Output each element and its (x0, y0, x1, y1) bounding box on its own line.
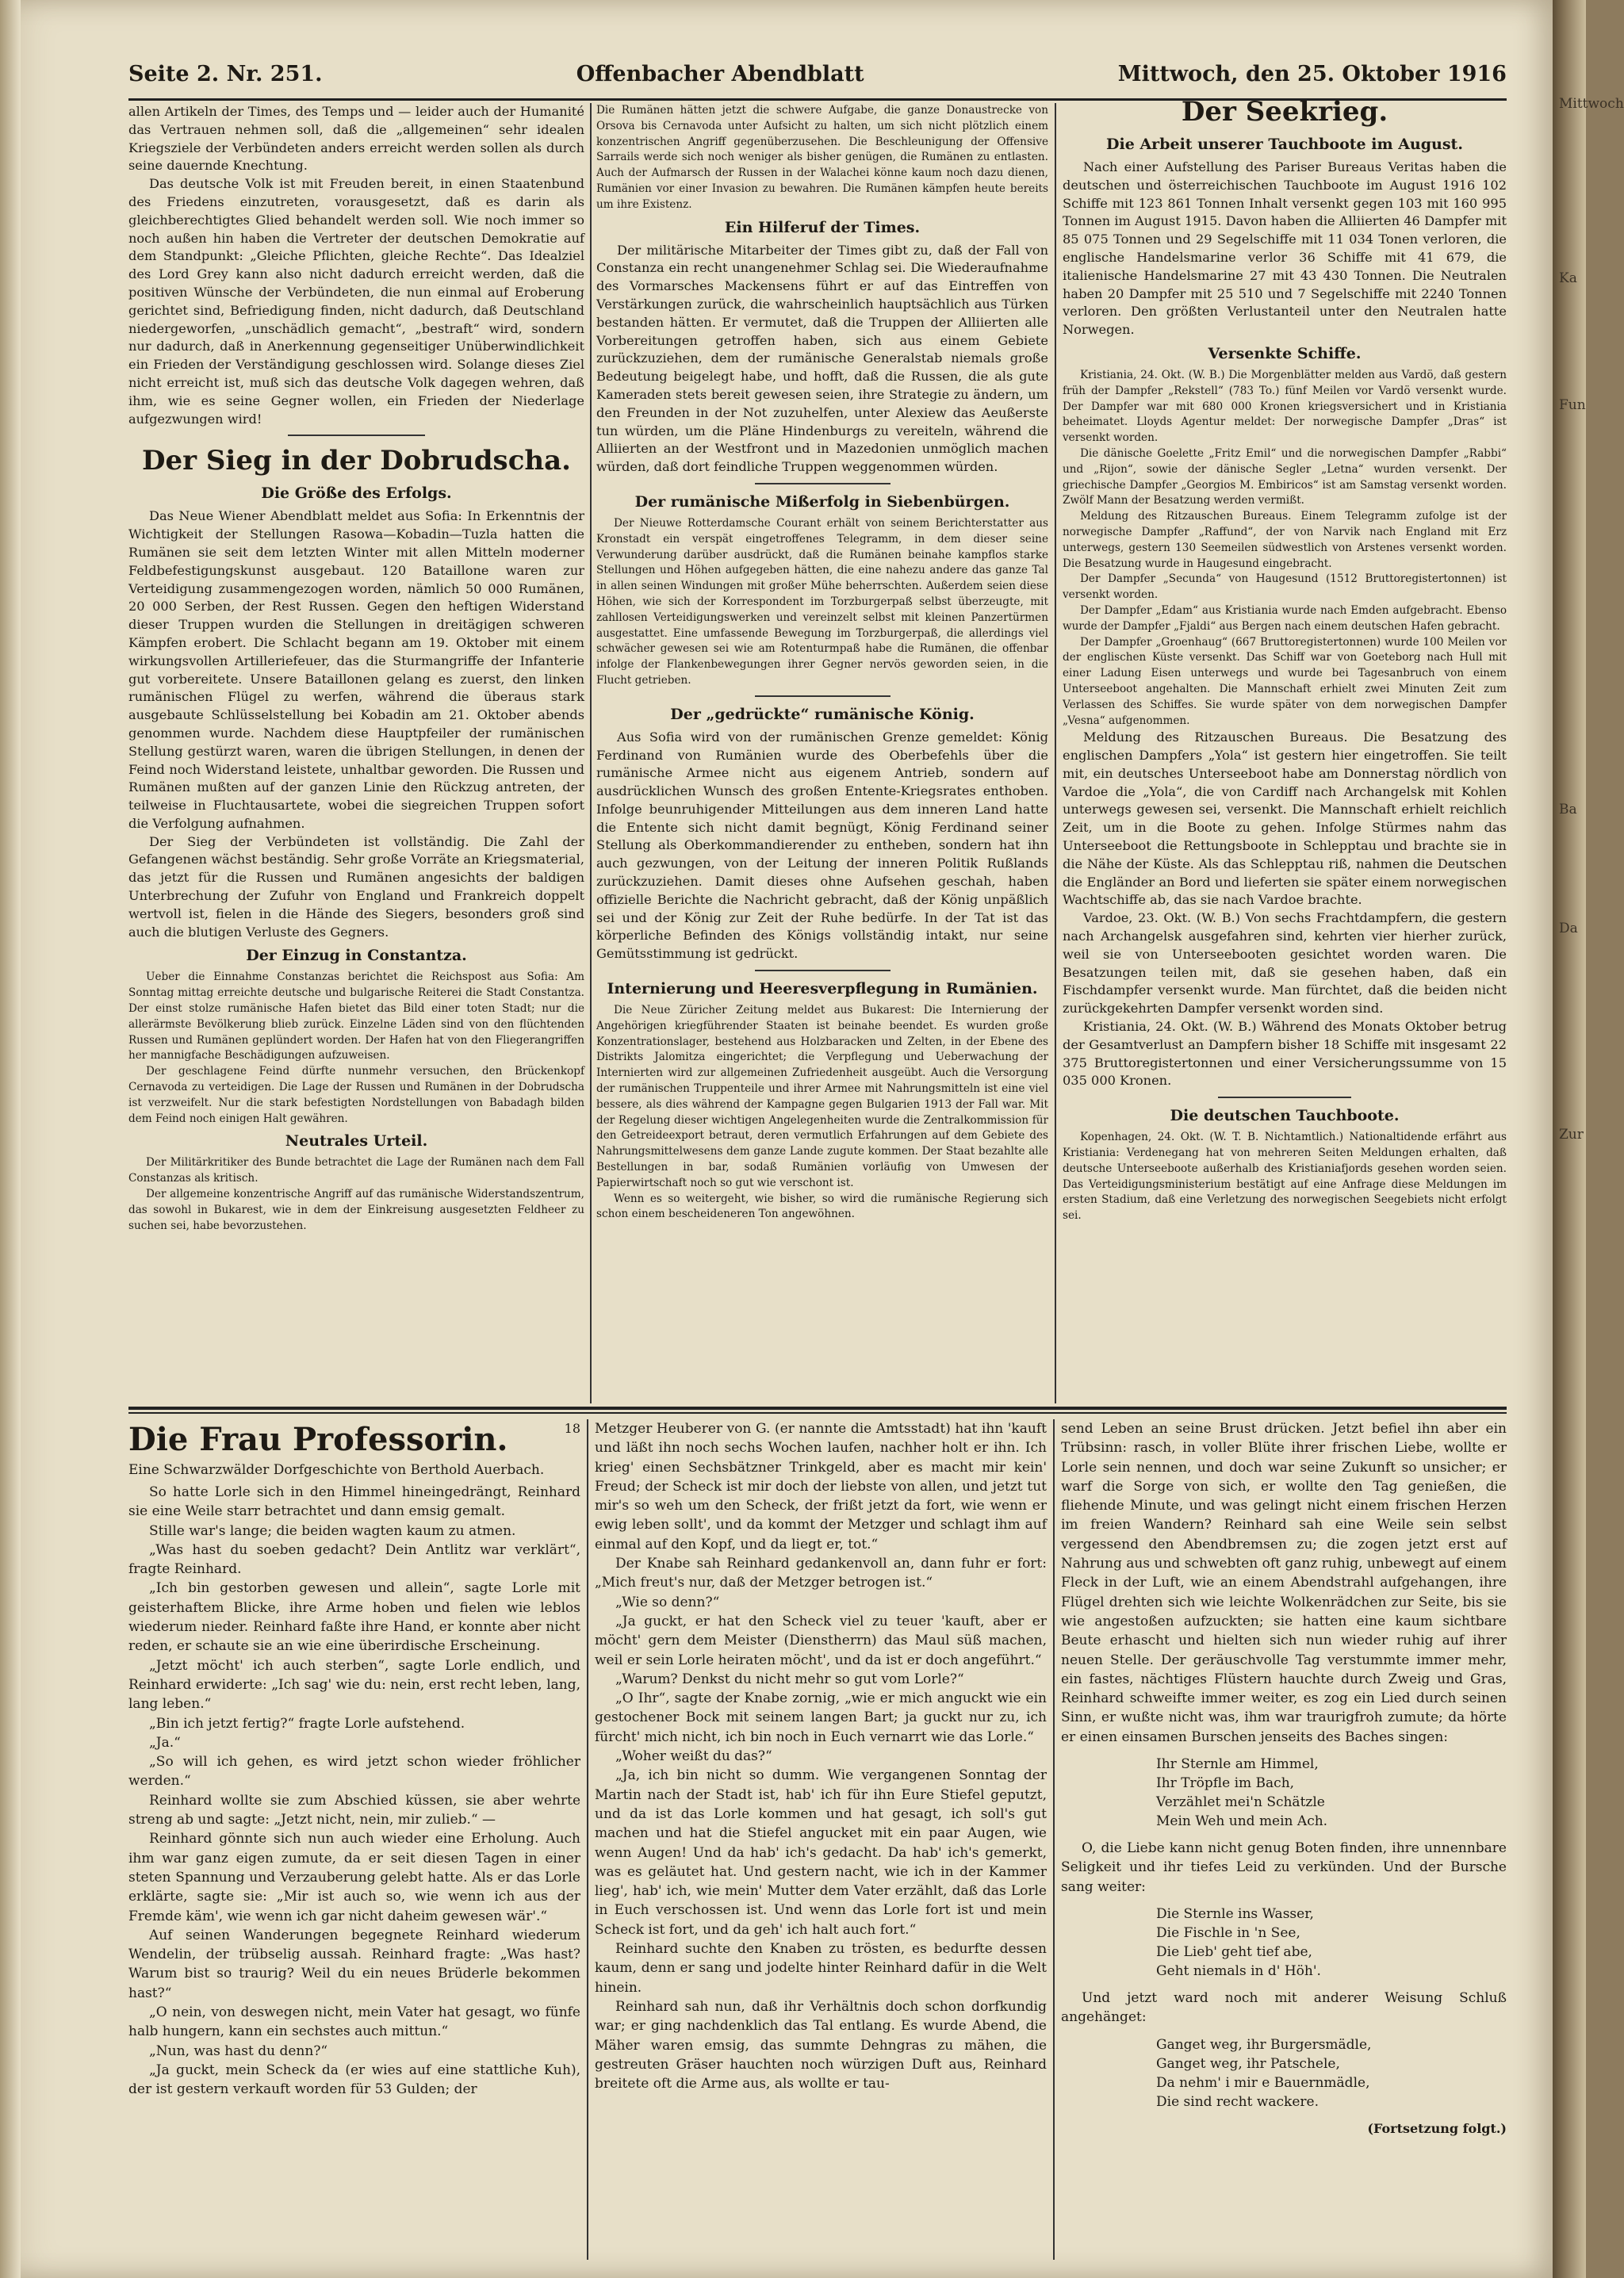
story-title-row (128, 1419, 580, 1461)
paragraph: Der Dampfer „Edam“ aus Kristiania wurde nach Emden aufgebracht. Ebenso wurde der Dampfer „Fjaldi“ aus Bergen nach einem deutschen Hafen gebracht. (1063, 603, 1507, 633)
adjacent-page-edge (1553, 0, 1624, 2278)
paragraph: „Bin ich jetzt fertig?“ fragte Lorle aufstehend. (149, 1715, 465, 1732)
paragraph: Die Neue Züricher Zeitung meldet aus Bukarest: Die Internierung der Angehörigen kriegführender Staaten ist beinahe beendet. Es wurden große Konzentrationslager, bestehend aus Holzbaracken und Zelten, in der Ebene des Distrikts Jalomitza eingerichtet; die Verpflegung und Ueberwachung der Internierten wird zur allgemeinen Zufriedenheit ausgeübt. Auch die Versorgung der rumänischen Truppenteile und ihrer Armee mit Nahrungsmitteln ist eine viel bessere, als dies während der Kampagne gegen Bulgarien 1913 der Fall war. Mit der Regelung dieser wichtigen Angelegenheiten wurde die Zentralkommission für den Getreideexport betraut, deren vermutlich Erfahrungen auf dem Gebiete des Nahrungsmittelwesens dem ganze Lande zugute kommen. Der Staat bezahlte alle Bestellungen in bar, sodaß Rumänien vorläufig von Umwesen der Papierwirtschaft noch so gut wie verschont ist. (596, 1004, 1048, 1189)
paragraph: „Ja, ich bin nicht so dumm. Wie vergangenen Sonntag der Martin nach der Stadt ist, hab' ich für ihn Eure Stiefel geputzt, und da ist das Lorle kommen und hat gesagt, ich soll's gut machen und hat die Stiefel angucket mit ein paar Augen, wie wenn Augen! Und da hab' ich's gedacht. Da hab' ich's gemerkt, was es geläutet hat. Und gestern nacht, wie ich in der Kammer lieg', hab' ich, wie mein' Mutter dem Vater erzählt, daß das Lorle in Euch verschossen ist. Und wenn das Lorle fort ist und mein Scheck ist fort, und da geh' ich halt auch fort.“ (595, 1767, 1047, 1938)
verse-line: Mein Weh und mein Ach. (1156, 1813, 1328, 1830)
paragraph: „Ja guckt, mein Scheck da (er wies auf eine stattliche Kuh), der ist gestern verkauft worden für 53 Gulden; der (128, 2062, 580, 2098)
section-title: Versenkte Schiffe. (1208, 344, 1362, 362)
adjacent-fragment: Mittwoch (1559, 96, 1624, 112)
paragraph: „Warum? Denkst du nicht mehr so gut vom Lorle?“ (615, 1671, 964, 1687)
paragraph: Das Neue Wiener Abendblatt meldet aus Sofia: In Erkenntnis der Wichtigkeit der Stellungen Rasowa—Kobadin—Tuzla hatten die Rumänen sie seit dem letzten Winter mit allen Mitteln moderner Feldbefestigungskunst ausgebaut. 120 Bataillone waren zur Verteidigung zusammengezogen worden, nämlich 50 000 Rumänen, 20 000 Serben, der Rest Russen. Gegen den heftigen Widerstand dieser Truppen wurden die Stellungen in dreitägigen schweren Kämpfen erobert. Die Schlacht begann am 19. Oktober mit einem wirkungsvollen Artilleriefeuer, das die Sturmangriffe der Infanterie gut vorbereitete. Unsere Bataillonen gelang es zuerst, den linken rumänischen Flügel zu werfen, während die überaus stark ausgebaute Schlüsselstellung bei Kobadin am 21. Oktober abends genommen wurde. Nachdem diese Hauptpfeiler der rumänischen Stellung gestürzt waren, waren die übrigen Stellungen, in denen der Feind noch Widerstand leistete, unhaltbar geworden. Die Russen und Rumänen mußten auf der ganzen Linie den Rückzug antreten, der teilweise in Fluchtausartete, wobei die siegreichen Truppen sofort die Verfolgung aufnahmen. (128, 508, 584, 831)
paragraph: „Wie so denn?“ (615, 1594, 720, 1610)
paragraph: Reinhard gönnte sich nun auch wieder eine Erholung. Auch ihm war ganz eigen zumute, da er seit diesen Tagen in einer steten Spannung und Verzauberung gelebt hatte. Als er das Lorle erklärte, sagte sie: „Mir ist auch so, wie wenn ich aus der Fremde käm', wie wenn ich gar nicht daheim gewesen wär'.“ (128, 1831, 580, 1924)
paragraph: „Was hast du soeben gedacht? Dein Antlitz war verklärt“, fragte Reinhard. (128, 1541, 580, 1578)
verse-line: Ihr Tröpfle im Bach, (1156, 1775, 1295, 1792)
paragraph: Der Nieuwe Rotterdamsche Courant erhält von seinem Berichterstatter aus Kronstadt ein verspät eingetroffenes Telegramm, in dem dieser seine Verwunderung darüber ausdrückt, daß die Rumänen beinahe kampflos starke Stellungen und Höhen aufgegeben hätten, die eine nahezu andere das ganze Tal in allen seinen Windungen mit großer Mühe beherrschten. Außerdem seien diese Höhen, wie sich der Korrespondent im Torzburgerpaß selbst überzeugte, mit zahllosen Verteidigungswerken und vereinzelt selbst mit kleinen Panzertürmen ausgestattet. Eine umfassende Bewegung im Torzburgerpaß, die allerdings viel schwächer gewesen sei wie am Rotenturmpaß habe die Rumänen, die offenbar infolge der Flankenbewegungen ihrer Gegner nervös geworden seien, in die Flucht getrieben. (596, 516, 1048, 687)
feuilleton-rule (128, 1407, 1507, 1410)
paragraph: „Woher weißt du das?“ (615, 1748, 772, 1765)
subheadline: Die Arbeit unserer Tauchboote im August. (1106, 136, 1463, 153)
verse-line: Geht niemals in d' Höh'. (1156, 1962, 1321, 1979)
section-title: Ein Hilferuf der Times. (724, 218, 921, 236)
verse-line: Die sind recht wackere. (1156, 2093, 1319, 2110)
paragraph: Meldung des Ritzauschen Bureaus. Einem Telegramm zufolge ist der norwegische Dampfer „Raffund“, der von Narvik nach England mit Erz unterwegs, gestern 130 Seemeilen südwestlich von Arstenes versenkt worden. Die Besatzung wurde in Haugesund eingebracht. (1063, 510, 1507, 570)
verse-line: Ihr Sternle am Himmel, (1156, 1756, 1319, 1773)
paragraph: Kristiania, 24. Okt. (W. B.) Während des Monats Oktober betrug der Gesamtverlust an Dampfern bisher 18 Schiffe mit insgesamt 22 375 Bruttoregistertonnen und einer Versicherungssumme von 15 035 000 Kronen. (1063, 1019, 1507, 1089)
paragraph: Kristiania, 24. Okt. (W. B.) Die Morgenblätter melden aus Vardö, daß gestern früh der Dampfer „Rekstell“ (783 To.) fünf Meilen vor Vardö versenkt wurde. Der Dampfer war mit 680 000 Kronen kriegsversichert und in Kristiania beheimatet. Lloyds Agentur meldet: Der norwegische Dampfer „Dras“ ist versenkt worden. (1063, 368, 1507, 445)
paragraph: Die dänische Goelette „Fritz Emil“ und die norwegischen Dampfer „Rabbi“ und „Rijon“, sowie der dänische Segler „Letna“ wurden versenkt. Der griechische Dampfer „Georgios M. Embiricos“ ist am Samstag versenkt worden. Zwölf Mann der Besatzung werden vermißt. (1063, 446, 1507, 507)
verse-line: Verzählet mei'n Schätzle (1156, 1794, 1325, 1811)
separator (755, 970, 891, 971)
verse-line: Die Fischle in 'n See, (1156, 1924, 1300, 1941)
paragraph: Der Sieg der Verbündeten ist vollständig. Die Zahl der Gefangenen wächst beständig. Sehr große Vorräte an Kriegsmaterial, das jetzt für die Russen und Rumänen angesichts der baldigen Unterbrechung der Zufuhr von England und Frankreich doppelt wertvoll ist, fielen in die Hände des Siegers, besonders groß sind auch die blutigen Verluste des Gegners. (128, 833, 584, 940)
paragraph: „Ja guckt, er hat den Scheck viel zu teuer 'kauft, aber er möcht' gern dem Meister (Dienstherrn) das Maul süß machen, weil er sein Lorle heiraten möcht', und da ist er doch angeführt.“ (595, 1613, 1047, 1668)
paragraph: Aus Sofia wird von der rumänischen Grenze gemeldet: König Ferdinand von Rumänien wurde des Oberbefehls über die rumänische Armee nicht aus eigenem Antrieb, sondern auf ausdrücklichen Wunsch des großen Entente-Kriegsrates enthoben. Infolge beunruhigender Mitteilungen aus dem inneren Land hatte die Entente sich nicht damit begnügt, König Ferdinand seiner Stellung als Oberkommandierender zu entheben, sondern hat ihn auch gezwungen, von der Leitung der inneren Politik Rußlands zurückzuziehen. Damit dieses ohne Aufsehen geschah, haben offizielle Berichte die Nachricht gebracht, daß der König unpäßlich sei und der König zur Zeit der Ruhe bedürfe. In der Tat ist das körperliche Befinden des Königs vollständig intakt, nur seine Gemütsstimmung ist gedrückt. (596, 729, 1048, 962)
adjacent-fragment: Ba (1559, 802, 1577, 817)
section-title: Der rumänische Mißerfolg in Siebenbürgen. (634, 492, 1010, 511)
separator (1218, 1097, 1351, 1098)
verse-line: Da nehm' i mir e Bauernmädle, (1156, 2074, 1370, 2091)
column-3 (1063, 89, 1507, 1403)
paragraph: Stille war's lange; die beiden wagten kaum zu atmen. (149, 1522, 516, 1539)
section-title: Der Einzug in Constantza. (246, 947, 467, 965)
verse (1156, 1905, 1507, 1981)
column-rule (590, 103, 592, 1403)
verse-line: Die Sternle ins Wasser, (1156, 1905, 1314, 1922)
paragraph: „Ich bin gestorben gewesen und allein“, sagte Lorle mit geisterhaftem Blicke, ihre Arme hoben und fielen wie leblos wiederum nieder. Reinhard faßte ihre Hand, er konnte aber nicht reden, er schaute sie an wie eine überirdische Erscheinung. (128, 1580, 580, 1655)
installment-number: 18 (564, 1421, 580, 1436)
paragraph: Die Rumänen hätten jetzt die schwere Aufgabe, die ganze Donaustrecke von Orsova bis Cernavoda unter Aufsicht zu halten, um sich nicht plötzlich einem konzentrischen Angriff gegenüberzusehen. Die Beschleunigung der Offensive Sarrails werde sich noch weniger als bisher genügen, die Rumänen zu entlasten. Auch der Aufmarsch der Russen in der Walachei könne kaum noch dazu dienen, Rumänien vor einer Invasion zu bewahren. Die Rumänen kämpfen heute bereits um ihre Existenz. (596, 104, 1048, 211)
separator (755, 695, 891, 697)
story-column-3 (1061, 1419, 1507, 2260)
story-subtitle: Eine Schwarzwälder Dorfgeschichte von Berthold Auerbach. (128, 1462, 545, 1478)
feuilleton-rule (128, 1412, 1507, 1414)
paragraph: Der Militärkritiker des Bunde betrachtet die Lage der Rumänen nach dem Fall Constanzas als kritisch. (128, 1156, 584, 1185)
paragraph: Und jetzt ward noch mit anderer Weisung Schluß angehänget: (1061, 1989, 1507, 2026)
paragraph: Reinhard suchte den Knaben zu trösten, es bedurfte dessen kaum, denn er sang und jodelte hinter Reinhard dafür in die Welt hinein. (595, 1941, 1047, 1996)
paragraph: send Leben an seine Brust drücken. Jetzt befiel ihn aber ein Trübsinn: rasch, in voller Blüte ihrer frischen Liebe, wollte er Lorle sein nennen, und doch war seine Zukunft so unsicher; er warf die Sorge von sich, er wollte den Tag genießen, die fliehende Minute, und was gelingt nicht einem frischen Herzen im freien Wandern? Reinhard sah eine Weile sein selbst vergessend den Abendbremsen zu; die zogen jetzt erst auf Nahrung aus und schwebten oft ganz ruhig, unbewegt auf einem Fleck in der Luft, wie an einem Abendstrahl aufgehangen, ihre Flügel drehten sich wie leichte Wolkenrädchen zur Seite, bis sie wie angestoßen aufzuckten; sie hatten eine kaum sichtbare Beute erhascht und hielten sich nun wieder ruhig auf ihrer neuen Stelle. Der geräuschvolle Tag verstummte immer mehr, ein fastes, nächtiges Flüstern hauchte durch Zweig und Gras, Reinhard schweifte immer weiter, es zog ein Lied durch seinen Sinn, er wußte nicht was, ihm war traurigfroh zumute; da hörte er einen einsamen Burschen jenseits des Baches singen: (1061, 1421, 1507, 1745)
section-title: Neutrales Urteil. (285, 1132, 428, 1150)
paragraph: „Nun, was hast du denn?“ (149, 2043, 328, 2059)
column-rule (1055, 103, 1056, 1403)
paragraph: Wenn es so weitergeht, wie bisher, so wird die rumänische Regierung sich schon einem bescheideneren Ton angewöhnen. (596, 1192, 1048, 1221)
section-title: Die deutschen Tauchboote. (1170, 1107, 1400, 1125)
paragraph: „Jetzt möcht' ich auch sterben“, sagte Lorle endlich, und Reinhard erwiderte: „Ich sag' wie du: nein, erst recht leben, lang, lang leben.“ (128, 1657, 580, 1713)
section-title: Internierung und Heeresverpflegung in Rumänien. (607, 980, 1038, 998)
separator (288, 435, 425, 436)
paragraph: „Ja.“ (149, 1734, 181, 1751)
continued-note: (Fortsetzung folgt.) (1367, 2120, 1507, 2136)
paragraph: Nach einer Aufstellung des Pariser Bureaus Veritas haben die deutschen und österreichischen Tauchboote im August 1916 102 Schiffe mit 123 861 Tonnen Inhalt versenkt gegen 103 mit 160 995 Tonnen im August 1915. Davon haben die Alliierten 46 Dampfer mit 85 075 Tonnen und 29 Segelschiffe mit 11 034 Tonen verloren, die englische Handelsmarine verlor 36 Schiffe mit 41 679, die italienische Handelsmarine 27 mit 43 430 Tonnen. Die Neutralen haben 20 Dampfer mit 25 510 und 7 Segelschiffe mit 2240 Tonnen verloren. Den größten Verlustanteil unter den Neutralen hatte Norwegen. (1063, 159, 1507, 338)
binding-shadow (0, 0, 21, 2278)
story-title: Die Frau Professorin. (128, 1421, 508, 1458)
masthead: Offenbacher Abendblatt (576, 62, 864, 86)
paragraph: Der militärische Mitarbeiter der Times gibt zu, daß der Fall von Constanza ein recht unangenehmer Schlag sei. Die Wiederaufnahme des Vormarsches Mackensens führt er auf das Eintreffen von Verstärkungen zurück, die wahrscheinlich hauptsächlich aus Türken bestanden hätten. Er vermutet, daß die Truppen der Alliierten alle Vorbereitungen getroffen haben, sich aus einem Gebiete zurückzuziehen, dem der rumänische Generalstab niemals große Bedeutung beigelegt habe, und hofft, daß die Russen, die als gute Kameraden stets bereit gewesen seien, ihre Strategie zu ändern, um den Freunden in der Not zuzuhelfen, unter Alexiew das Aeußerste tun würden, um die Pläne Hindenburgs zu vereiteln, während die Alliierten an der Westfront und in Mazedonien unmöglich machen würden, daß dort feindliche Truppen weggenommen würden. (596, 242, 1048, 475)
verse-line: Die Lieb' geht tief abe, (1156, 1943, 1312, 1960)
verse-line: Ganget weg, ihr Patschele, (1156, 2055, 1340, 2072)
paragraph: „O Ihr“, sagte der Knabe zornig, „wie er mich anguckt wie ein gestochener Bock mit seinem langen Bart; ja guckt nur zu, ich fürcht' mich nicht, ich bin noch in Euch vernarrt wie das Lorle.“ (595, 1690, 1047, 1745)
paragraph: Ueber die Einnahme Constanzas berichtet die Reichspost aus Sofia: Am Sonntag mittag erreichte deutsche und bulgarische Reiterei die Stadt Constantza. Der einst stolze rumänische Hafen bietet das Bild einer toten Stadt; nur die allerärmste Bevölkerung blieb zurück. Einzelne Läden sind von den flüchtenden Russen und Rumänen geplündert worden. Der Hafen hat von den Fliegerangriffen her mannigfache Beschädigungen aufzuweisen. (128, 971, 584, 1062)
paragraph: O, die Liebe kann nicht genug Boten finden, ihre unnennbare Seligkeit und ihr tiefes Leid zu verkünden. Und der Bursche sang weiter: (1061, 1840, 1507, 1895)
column-rule (587, 1419, 588, 2260)
separator (755, 483, 891, 484)
paragraph: Meldung des Ritzauschen Bureaus. Die Besatzung des englischen Dampfers „Yola“ ist gestern hier eingetroffen. Sie teilt mit, ein deutsches Unterseeboot habe am Donnerstag nördlich von Vardoe die „Yola“, die von Cardiff nach Archangelsk mit Kohlen unterwegs gewesen sei, versenkt. Die Mannschaft erhielt reichlich Zeit, um in die Boote zu gehen. Infolge Stürmes nahm das Unterseeboot die Rettungsboote in Schlepptau und brachte sie in die Nähe der Küste. Als das Schlepptau riß, nahmen die Deutschen die Engländer an Bord und lieferten sie später einem norwegischen Wachtschiffe ab, das sie nach Vardoe brachte. (1063, 729, 1507, 908)
page-number: Seite 2. Nr. 251. (128, 62, 323, 86)
headline: Der Seekrieg. (1181, 96, 1388, 128)
story-column-2 (595, 1419, 1047, 2260)
paragraph: Das deutsche Volk ist mit Freuden bereit, in einen Staatenbund des Friedens einzutreten, vorausgesetzt, daß es darin als gleichberechtigtes Glied behandelt werden soll. Wie noch immer so noch außen hin haben die Vertreter der deutschen Demokratie auf dem Standpunkt: „Gleiche Pflichten, gleiche Rechte“. Das Idealziel des Lord Grey kann also nicht dadurch erreicht werden, daß die positiven Wünsche der Verbündeten, die nun einmal auf Eroberung gerichtet sind, Befriedigung finden, nicht dadurch, daß Deutschland niedergeworfen, „unschädlich gemacht“, „bestraft“ wird, sondern nur dadurch, daß in Anerkennung gegenseitiger Unüberwindlichkeit ein Frieden der Verständigung geschlossen wird. Solange dieses Ziel nicht erreicht ist, muß sich das deutsche Volk dagegen wehren, daß ihm, wie es seine Gegner wollen, ein Frieden der Niederlage aufgezwungen wird! (128, 176, 584, 427)
column-2 (596, 103, 1048, 1403)
issue-date: Mittwoch, den 25. Oktober 1916 (1117, 62, 1507, 86)
paragraph: Der Knabe sah Reinhard gedankenvoll an, dann fuhr er fort: „Mich freut's nur, daß der Metzger betrogen ist.“ (595, 1556, 1047, 1591)
paragraph: Der allgemeine konzentrische Angriff auf das rumänische Widerstandszentrum, das sowohl in Bukarest, wie in dem der Einkreisung ausgesetzten Feldheer zu suchen sei, habe bevorzustehen. (128, 1188, 584, 1232)
subheadline: Die Größe des Erfolgs. (261, 484, 452, 503)
column-rule (1053, 1419, 1055, 2260)
paragraph: Der Dampfer „Groenhaug“ (667 Bruttoregistertonnen) wurde 100 Meilen vor der englischen Küste versenkt. Das Schiff war von Goeteborg nach Hull mit einer Ladung Eisen unterwegs und wurde bei Tagesanbruch von einem Unterseeboot angehalten. Die Mannschaft erhielt zwei Minuten Zeit zum Verlassen des Schiffes. Sie wurde später von dem norwegischen Dampfer „Vesna“ aufgenommen. (1063, 635, 1507, 727)
paragraph: allen Artikeln der Times, des Temps und — leider auch der Humanité das Vertrauen nehmen soll, daß die „allgemeinen“ sehr idealen Kriegsziele der Verbündeten anders erreicht werden sollen als durch seine dauernde Knechtung. (128, 104, 584, 174)
verse (1156, 1755, 1507, 1831)
paragraph: Der Dampfer „Secunda“ von Haugesund (1512 Bruttoregistertonnen) ist versenkt worden. (1063, 572, 1507, 602)
paragraph: So hatte Lorle sich in den Himmel hineingedrängt, Reinhard sie eine Weile starr betrachtet und dann emsig gemalt. (128, 1484, 580, 1520)
paragraph: Vardoe, 23. Okt. (W. B.) Von sechs Frachtdampfern, die gestern nach Archangelsk ausgefahren sind, kehrten vier hierher zurück, weil sie von Unterseebooten gesichtet worden waren. Die Besatzungen teilen mit, daß sie gesehen haben, daß ein Fischdampfer versenkt wurde. Man fürchtet, daß die beiden nicht zurückgekehrten Dampfer versenkt worden sind. (1063, 910, 1507, 1016)
verse-line: Ganget weg, ihr Burgersmädle, (1156, 2036, 1372, 2053)
section-title: Der „gedrückte“ rumänische König. (670, 705, 975, 723)
adjacent-fragment: Da (1559, 921, 1578, 936)
paragraph: „So will ich gehen, es wird jetzt schon wieder fröhlicher werden.“ (128, 1754, 580, 1790)
paragraph: Reinhard sah nun, daß ihr Verhältnis doch schon dorfkundig war; er ging nachdenklich das Tal entlang. Es wurde Abend, die Mäher waren emsig, das summte Dehngras zu mähen, die gestreuten Gräser hauchten noch würzigen Duft aus, Reinhard breitete oft die Arme aus, als wollte er tau- (595, 1998, 1047, 2092)
adjacent-fragment: Fun (1559, 397, 1586, 413)
paragraph: Auf seinen Wanderungen begegnete Reinhard wiederum Wendelin, der trübselig aussah. Reinhard fragte: „Was hast? Warum bist so traurig? Weil du ein neues Brüderle bekommen hast?“ (128, 1927, 580, 2001)
headline: Der Sieg in der Dobrudscha. (142, 445, 571, 477)
adjacent-fragment: Zur (1559, 1127, 1584, 1143)
paragraph: Kopenhagen, 24. Okt. (W. T. B. Nichtamtlich.) Nationaltidende erfährt aus Kristiania: Verdenegang hat von mehreren Seiten Meldungen erhalten, daß deutsche Unterseeboote außerhalb des Kristianiafjords gesehen worden seien. Das Verteidigungsministerium bestätigt auf eine Anfrage diese Meldungen im ersten Stadium, daß eine Verletzung des norwegischen Seegebiets nicht erfolgt sei. (1063, 1131, 1507, 1223)
verse (1156, 2035, 1507, 2111)
paragraph: Reinhard wollte sie zum Abschied küssen, sie aber wehrte streng ab und sagte: „Jetzt nicht, nein, mir zulieb.“ — (128, 1792, 580, 1828)
adjacent-fragment: Ka (1559, 270, 1577, 286)
paragraph: „O nein, von deswegen nicht, mein Vater hat gesagt, wo fünfe halb hungern, kann ein sechstes auch mittun.“ (128, 2004, 580, 2040)
column-1 (128, 103, 584, 1403)
paragraph: Metzger Heuberer von G. (er nannte die Amtsstadt) hat ihn 'kauft und läßt ihn noch sechs Wochen laufen, nachher holt er ihn. Ich krieg' einen Sechsbätzner Trinkgeld, aber es macht mir kein' Freud; der Scheck ist mir doch der liebste von allen, und jetzt tut mir's so weh um den Scheck, der frißt jetzt da fort, wie wenn er ewig leben sollt', und da kommt der Metzger und schlagt ihm auf einmal auf den Kopf, und da liegt er, tot.“ (595, 1421, 1047, 1552)
paragraph: Der geschlagene Feind dürfte nunmehr versuchen, den Brückenkopf Cernavoda zu verteidigen. Die Lage der Russen und Rumänen in der Dobrudscha ist verzweifelt. Nur die stark befestigten Nordstellungen von Babadagh bilden dem Feind noch einigen Halt gewähren. (128, 1065, 584, 1125)
story-column-1 (128, 1419, 580, 2260)
